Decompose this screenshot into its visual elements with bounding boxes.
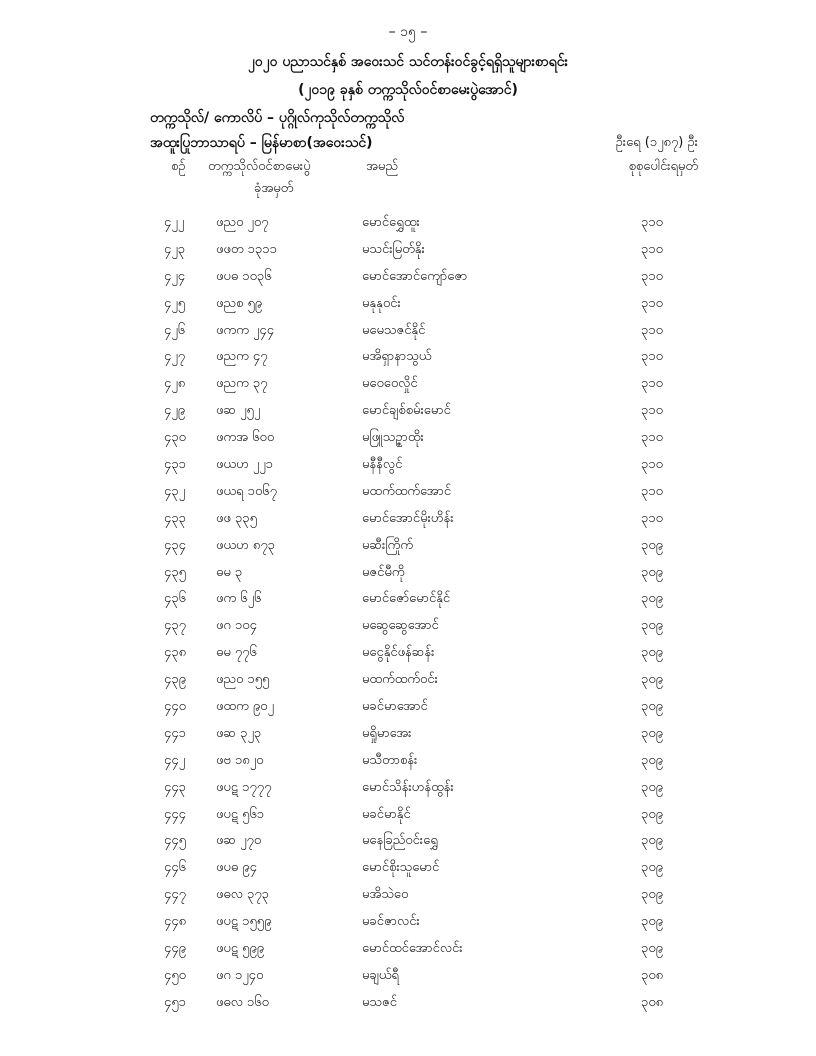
table-row [0,694,816,721]
table-row [0,479,816,506]
table-row [0,882,816,909]
row-name: မဖြူသဉ္ဇာထိုး [362,430,424,446]
column-header-no: စဉ် [171,159,186,174]
row-reg-number: ဖပဋ ၅၆၁ [216,806,265,822]
row-number: ၄၃၄ [164,537,186,553]
row-number: ၄၃၅ [164,564,186,580]
table-row [0,802,816,829]
row-score: ၃၀၉ [641,699,663,715]
row-number: ၄၄၀ [164,699,186,715]
row-score: ၃၀၉ [641,564,663,580]
row-score: ၃၁၀ [641,349,663,365]
table-row [0,963,816,990]
row-name: မနုနုဝင်း [362,295,401,311]
row-score: ၃၀၉ [641,779,663,795]
row-number: ၄၂၅ [164,295,186,311]
row-reg-number: ဖညဝ ၁၅၅ [216,672,270,688]
results-table [0,210,816,1017]
row-number: ၄၂၈ [164,376,186,392]
row-number: ၄၂၇ [164,349,186,365]
table-row [0,855,816,882]
row-reg-number: ဖကအ ၆၀၀ [216,430,275,446]
row-number: ၄၅၁ [164,994,186,1010]
row-name: မောင်သိန်းဟန်ထွန်း [362,779,454,795]
row-reg-number: ဖဂ ၁၂၄၀ [216,967,264,983]
page-number: – ၁၅ – [388,24,428,40]
row-number: ၄၄၅ [164,833,186,849]
row-reg-number: ဖဓလ ၃၇၃ [216,887,269,903]
row-reg-number: ဖဖတ ၁၃၁၁ [216,241,277,257]
row-reg-number: ဖဆ ၂၇၀ [216,833,262,849]
table-row [0,667,816,694]
row-number: ၄၃၉ [164,672,186,688]
row-name: မောင်ရွှေထူး [362,215,420,230]
row-reg-number: ဖညက ၃၇ [216,376,268,392]
row-name: မောင်အောင်မိုးဟိန်း [362,510,454,526]
row-score: ၃၁၀ [641,295,663,311]
table-row [0,990,816,1017]
row-reg-number: ဖဗ ၁၈၂၀ [216,752,264,768]
table-row [0,318,816,345]
row-number: ၄၂၃ [164,241,186,257]
row-name: မနေခြည်ဝင်းရွှေ [362,833,438,849]
specialization-line: အထူးပြုဘာသာရပ် – မြန်မာစာ(အဝေးသင်) [150,135,373,151]
column-header-reg-line2: ခုံအမှတ် [254,181,294,196]
row-name: မနီနီလွင် [362,457,403,473]
row-score: ၃၀၉ [641,752,663,768]
row-number: ၄၃၀ [164,430,186,446]
row-name: မဆွေဆွေအောင် [362,618,439,634]
row-reg-number: ဖက ၆၂၆ [216,591,262,607]
row-score: ၃၁၀ [641,403,663,419]
table-row [0,560,816,587]
table-row [0,936,816,963]
row-number: ၄၄၂ [164,752,186,768]
row-number: ၄၂၂ [164,215,185,230]
table-row [0,613,816,640]
university-line: တက္ကသိုလ်/ ကောလိပ် – ပုဂ္ဂိုလ်ကုသိုလ်တက္ကသိုလ် [150,110,405,126]
row-name: မသီတာစန်း [362,752,418,768]
row-score: ၃၁၀ [641,215,663,230]
row-name: မအိသဲဝေ [362,887,409,903]
row-reg-number: ဖဆ ၃၂၃ [216,725,262,741]
row-reg-number: ဖပဋ ၁၇၇၇ [216,779,272,795]
row-name: မမေသဇင်နိုင် [362,322,426,338]
row-score: ၃၀၉ [641,833,663,849]
row-score: ၃၁၀ [641,376,663,392]
row-reg-number: ဖထက ၉၀၂ [216,699,274,715]
row-reg-number: ဖယဟ ၂၂၁ [216,457,273,473]
table-row [0,371,816,398]
table-row [0,533,816,560]
table-row [0,828,816,855]
row-name: မောင်စိုးသူမောင် [362,860,440,876]
row-reg-number: ဖပဋ ၅၉၉ [216,941,265,957]
row-reg-number: ဖညဝ ၂၀၇ [216,215,269,230]
row-name: မဆီးကြိုက် [362,537,413,553]
table-row [0,452,816,479]
row-number: ၄၂၄ [164,268,186,284]
table-row [0,775,816,802]
row-score: ၃၀၉ [641,941,663,957]
row-name: မငွေနိုင်ဖန်ဆန်း [362,645,435,661]
table-row [0,237,816,264]
row-score: ၃၀၉ [641,672,663,688]
row-number: ၄၃၁ [164,457,186,473]
row-reg-number: ဖကက ၂၄၄ [216,322,275,338]
row-name: မောင်ဇော်မောင်နိုင် [362,591,451,607]
row-reg-number: ဖဖ ၃၃၅ [216,510,257,526]
row-score: ၃၀၈ [641,994,664,1010]
row-score: ၃၀၉ [641,537,663,553]
row-name: မဝေဝေလှိုင် [362,376,418,392]
row-score: ၃၀၉ [641,806,663,822]
table-row [0,721,816,748]
row-name: မအိရှာနာသွယ် [362,349,432,365]
row-score: ၃၀၉ [641,645,663,661]
row-name: မချယ်ရီ [362,967,399,983]
row-reg-number: ဖပဓ ၁၀၃၆ [216,268,272,284]
row-number: ၄၃၆ [164,591,186,607]
row-reg-number: ဓမ ၃ [216,564,243,580]
list-title: ၂၀၂၀ ပညာသင်နှစ် အဝေးသင် သင်တန်းဝင်ခွင့်ရရှိသူများစာရင်း [247,54,569,70]
row-number: ၄၄၃ [164,779,186,795]
row-reg-number: ဖပဓ ၉၄ [216,860,257,876]
row-name: မောင်အောင်ကျော်ဇော [362,268,468,284]
row-name: မထက်ထက်အောင် [362,483,452,499]
table-row [0,291,816,318]
row-number: ၄၂၉ [164,403,186,419]
row-reg-number: ဖညစ ၅၉ [216,295,263,311]
row-number: ၄၃၃ [164,510,186,526]
row-score: ၃၀၉ [641,914,663,930]
row-reg-number: ဖဆ ၂၅၂ [216,403,261,419]
row-name: မဇင်မီကို [362,564,405,580]
row-reg-number: ဖယဟ ၈၇၃ [216,537,275,553]
row-number: ၄၃၈ [164,645,187,661]
row-name: မသဇင် [362,994,397,1010]
row-number: ၄၄၆ [164,860,186,876]
row-name: မခင်မာနိုင် [362,806,411,822]
row-number: ၄၄၉ [164,941,186,957]
row-score: ၃၁၀ [641,430,663,446]
row-number: ၄၂၆ [164,322,186,338]
column-header-name: အမည် [366,159,398,174]
table-row [0,909,816,936]
table-row [0,344,816,371]
row-number: ၄၃၂ [164,483,186,499]
column-header-score: စုစုပေါင်းရမှတ် [628,159,698,174]
row-number: ၄၅၀ [164,967,186,983]
row-number: ၄၄၁ [164,725,186,741]
row-reg-number: ဖပဋ ၁၅၅၉ [216,914,272,930]
row-number: ၄၄၄ [164,806,186,822]
row-reg-number: ဖညက ၄၇ [216,349,268,365]
row-score: ၃၀၉ [641,860,663,876]
table-row [0,640,816,667]
table-row [0,506,816,533]
row-score: ၃၀၉ [641,591,663,607]
row-score: ၃၁၀ [641,510,663,526]
table-row [0,425,816,452]
row-name: မရှိုမာအေး [362,725,412,741]
row-name: မောင်ချစ်စမ်းမောင် [362,403,451,419]
column-header-reg: တက္ကသိုလ်ဝင်စာမေးပွဲ [208,159,311,174]
table-row [0,586,816,613]
row-score: ၃၁၀ [641,241,663,257]
row-number: ၄၃၇ [164,618,186,634]
row-score: ၃၀၉ [641,725,663,741]
row-number: ၄၄၈ [164,914,187,930]
table-row [0,398,816,425]
row-name: မသင်းမြတ်နိုး [362,241,425,257]
row-name: မထက်ထက်ဝင်း [362,672,438,688]
row-score: ၃၁၀ [641,268,663,284]
total-count: ဦးရေ (၁၂၈၇) ဦး [615,135,698,150]
table-row [0,210,816,237]
row-reg-number: ဖဂ ၁၀၄ [216,618,257,634]
row-reg-number: ဖဓလ ၁၆၀ [216,994,269,1010]
list-subtitle: (၂၀၁၉ ခုနှစ် တက္ကသိုလ်ဝင်စာမေးပွဲအောင်) [298,82,518,98]
row-name: မခင်ဇာလင်း [362,914,420,930]
row-score: ၃၀၉ [641,887,663,903]
row-reg-number: ဓမ ၇၇၆ [216,645,257,661]
row-reg-number: ဖယရ ၁၀၆၇ [216,483,277,499]
table-row [0,264,816,291]
row-score: ၃၁၀ [641,322,663,338]
row-name: မခင်မာအောင် [362,699,428,715]
row-number: ၄၄၇ [164,887,186,903]
table-row [0,748,816,775]
row-score: ၃၀၈ [641,967,664,983]
row-score: ၃၁၀ [641,457,663,473]
row-score: ၃၁၀ [641,483,663,499]
row-score: ၃၀၉ [641,618,663,634]
row-name: မောင်ထင်အောင်လင်း [362,941,463,957]
